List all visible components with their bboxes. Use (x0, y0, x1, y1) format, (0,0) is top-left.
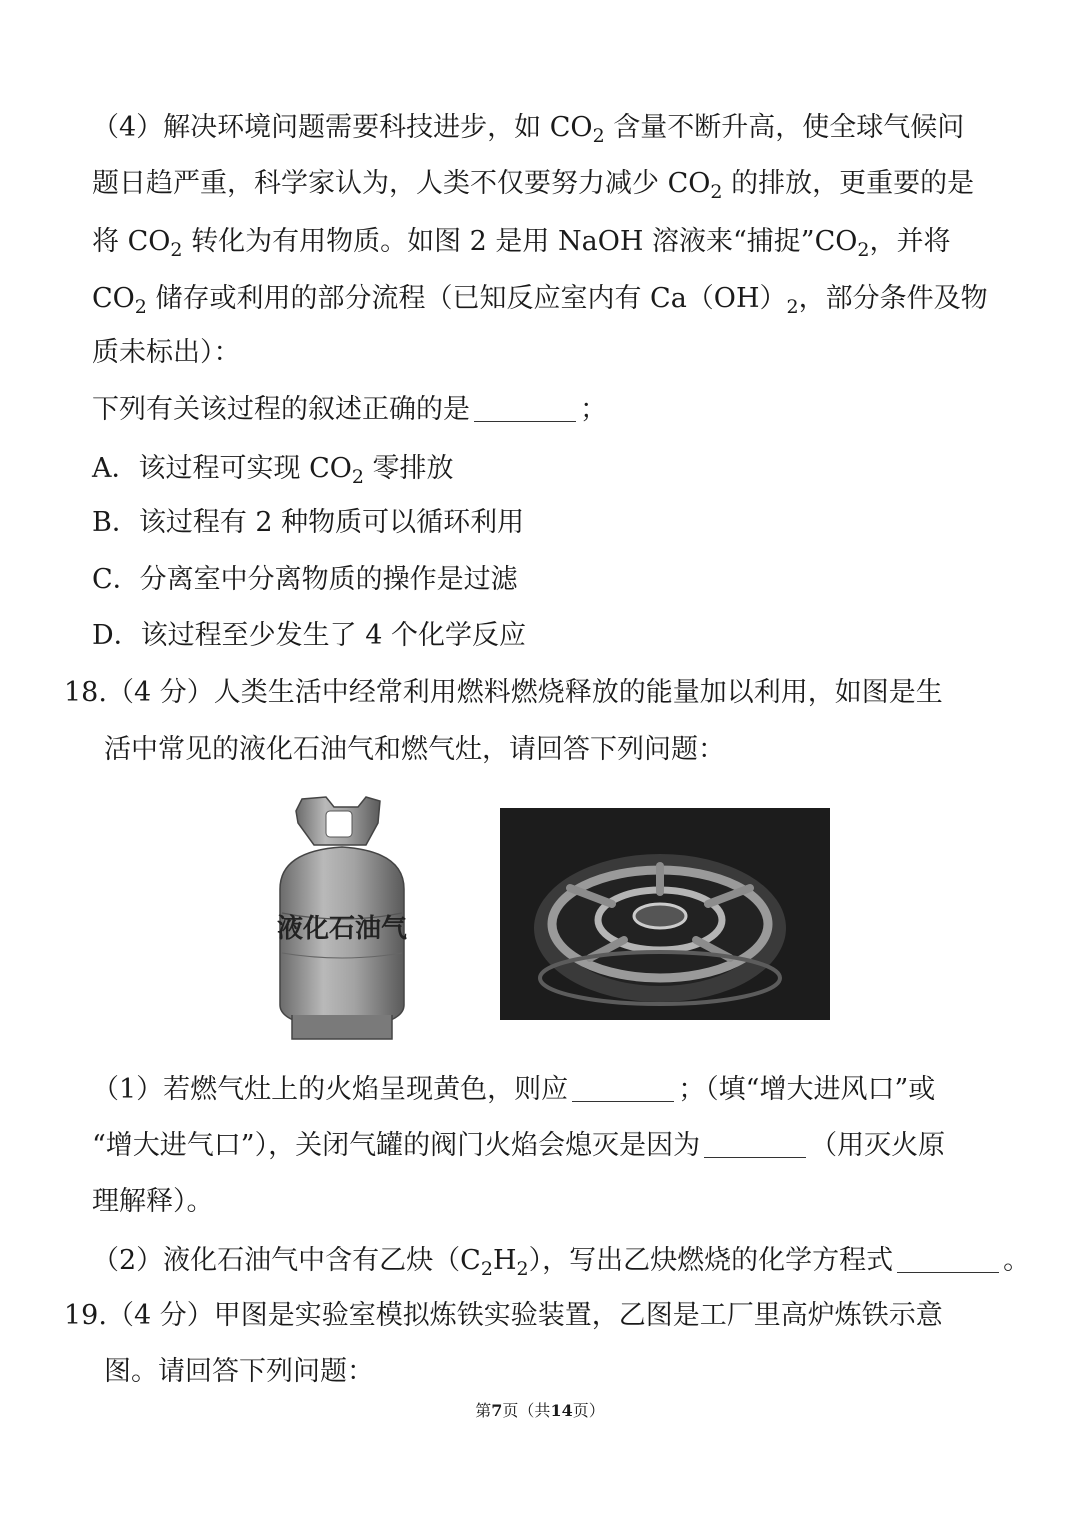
q17-4-line-1 (92, 108, 964, 148)
q17-4-line-5: 质未标出）： (92, 337, 241, 368)
q17-4-question (92, 390, 607, 430)
text: 。 (1003, 1245, 1031, 1276)
total-pages: 14 (550, 1401, 573, 1420)
gas-stove-image (500, 808, 830, 1020)
subscript: 2 (516, 1258, 529, 1280)
q17-4-line-4 (92, 279, 988, 319)
text: 题日趋严重，科学家认为，人类不仅要努力减少 CO (92, 168, 711, 199)
text: ，并将 (869, 226, 951, 257)
q18-line-2: 活中常见的液化石油气和燃气灶，请回答下列问题： (104, 734, 725, 765)
option-b: B．该过程有 2 种物质可以循环利用 (92, 507, 525, 538)
subscript: 2 (592, 125, 605, 147)
answer-blank[interactable] (572, 1073, 674, 1102)
text: （1）若燃气灶上的火焰呈现黄色，则应 (92, 1074, 569, 1105)
q18-2-line (92, 1241, 1030, 1281)
page-footer (0, 1398, 1080, 1421)
subscript: 2 (134, 296, 147, 318)
text: ，部分条件及物 (798, 283, 988, 314)
option-c: C．分离室中分离物质的操作是过滤 (92, 564, 518, 595)
subscript: 2 (170, 239, 183, 261)
q18-1-line-2 (92, 1126, 945, 1166)
page-number: 7 (491, 1401, 503, 1420)
text: （2）液化石油气中含有乙炔（C (92, 1245, 481, 1276)
subscript: 2 (351, 466, 364, 488)
subscript: 2 (710, 181, 723, 203)
q18-line-1: 18.（4 分）人类生活中经常利用燃料燃烧释放的能量加以利用，如图是生 (64, 677, 943, 708)
answer-blank[interactable] (897, 1244, 999, 1273)
option-a (92, 449, 454, 489)
q17-4-line-2 (92, 164, 974, 204)
lpg-tank-image (262, 793, 422, 1045)
tank-label: 液化石油气 (276, 914, 408, 944)
answer-blank[interactable] (474, 393, 576, 422)
subscript: 2 (480, 1258, 493, 1280)
q17-4-line-3 (92, 222, 950, 262)
text: H (492, 1245, 517, 1276)
text: 页） (572, 1401, 605, 1420)
option-d: D．该过程至少发生了 4 个化学反应 (92, 620, 526, 651)
q19-line-1: 19.（4 分）甲图是实验室模拟炼铁实验装置，乙图是工厂里高炉炼铁示意 (64, 1300, 943, 1331)
text: 含量不断升高，使全球气候问 (604, 112, 965, 143)
answer-blank[interactable] (704, 1129, 806, 1158)
q18-1-line-1 (92, 1070, 935, 1110)
text: ； (580, 394, 607, 425)
text: A．该过程可实现 CO (92, 453, 352, 484)
text: 将 CO (92, 226, 171, 257)
subscript: 2 (786, 296, 799, 318)
q19-line-2: 图。请回答下列问题： (104, 1356, 374, 1387)
text: 页（共 (502, 1401, 551, 1420)
text: ；（填“增大进风口”或 (678, 1074, 936, 1105)
text: （用灭火原 (810, 1130, 946, 1161)
text: 下列有关该过程的叙述正确的是 (92, 394, 470, 425)
text: 第 (475, 1401, 492, 1420)
q18-1-line-3: 理解释）。 (92, 1186, 214, 1217)
text: 转化为有用物质。如图 2 是用 NaOH 溶液来“捕捉”CO (182, 226, 858, 257)
text: 储存或利用的部分流程（已知反应室内有 Ca（OH） (146, 283, 787, 314)
text: （4）解决环境问题需要科技进步，如 CO (92, 112, 593, 143)
text: ），写出乙炔燃烧的化学方程式 (528, 1245, 894, 1276)
subscript: 2 (857, 239, 870, 261)
text: CO (92, 283, 135, 314)
text: “增大进气口”），关闭气罐的阀门火焰会熄灭是因为 (92, 1130, 701, 1161)
text: 的排放，更重要的是 (722, 168, 975, 199)
text: 零排放 (363, 453, 454, 484)
